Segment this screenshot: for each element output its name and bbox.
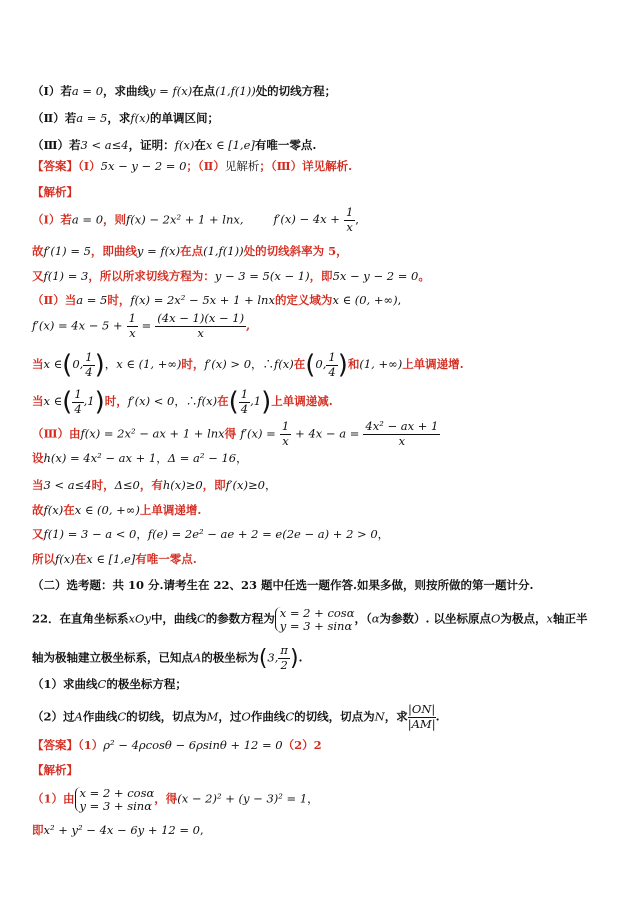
question-part-1: （Ⅰ）若a = 0，求曲线y = f(x)在点(1,f(1))处的切线方程； xyxy=(32,84,337,98)
analysis-heading: 【解析】 xyxy=(32,185,78,199)
solution-line-13: 所以f(x)在x ∈ [1,e]有唯一零点. xyxy=(32,552,197,566)
solution-line-1: （Ⅰ）若a = 0，则f(x) − 2x² + 1 + lnx, f′(x) − 4x + $\frac{1}{x}$ , xyxy=(32,205,359,234)
fraction: $\frac{1}{x}$ xyxy=(128,311,136,340)
problem-22-part-1: （1）求曲线C的极坐标方程； xyxy=(32,677,187,691)
answer-line: 【答案】（Ⅰ）5x − y − 2 = 0；（Ⅱ）见解析；（Ⅲ）详见解析. xyxy=(32,159,353,173)
solution-line-10: 当3 < a≤4时，Δ≤0，有h(x)≥0，即f′(x)≥0， xyxy=(32,478,277,492)
fraction: $\frac{\text{4x² − ax + 1}}{x}$ xyxy=(365,419,439,448)
problem-22-line-2: 轴为极轴建立极坐标系，已知点A的极坐标为(3, $\frac{\pi}{2}$ ). xyxy=(32,643,303,672)
fraction: $\frac{\pi}{2}$ xyxy=(280,643,288,672)
solution-line-9: 设h(x) = 4x² − ax + 1，Δ = a² − 16， xyxy=(32,451,248,465)
fraction: $\frac{1}{4}$ xyxy=(85,349,93,379)
question-part-2: （Ⅱ）若a = 5，求f(x)的单调区间； xyxy=(32,111,220,125)
ratio-fraction: $\frac{|ON|}{|AM|}$ xyxy=(407,702,436,731)
solution-22-line-1: （1）由 x = 2 + cosα y = 3 + sinα ，得(x − 2)² + (y − 3)² = 1， xyxy=(32,786,319,813)
solution-line-8: （Ⅲ）由f(x) = 2x² − ax + 1 + lnx得 f′(x) = $\frac{1}{x}$ + 4x − a = $\frac{\text{4x² − ax + 1}}{x}$ xyxy=(32,419,439,448)
fraction: $\frac{1}{4}$ xyxy=(328,349,336,379)
fraction: $\frac{(4x - 1)(x - 1)}{x}$ xyxy=(157,311,245,340)
answer-22-line: 【答案】（1）ρ² − 4ρcosθ − 6ρsinθ + 12 = 0（2）2 xyxy=(32,738,322,752)
section-header-elective: （二）选考题：共 10 分.请考生在 22、23 题中任选一题作答.如果多做，则按所做的第一题计分. xyxy=(32,578,534,592)
problem-22-line-1: 22．在直角坐标系xOy中，曲线C的参数方程为 x = 2 + cosα y = 3 + sinα ，（α为参数）. 以坐标原点O为极点，x轴正半 xyxy=(32,606,588,633)
solution-line-11: 故f(x)在x ∈ (0, +∞)上单调递增. xyxy=(32,503,202,517)
solution-line-6: 当x ∈(0, $\frac{1}{4}$ )，x ∈ (1, +∞)时，f′(x) > 0，∴f(x)在(0, $\frac{1}{4}$ )和(1, +∞)上单调递增. xyxy=(32,349,464,380)
equation-system: x = 2 + cosα y = 3 + sinα xyxy=(275,607,355,632)
solution-line-12: 又f(1) = 3 − a < 0，f(e) = 2e² − ae + 2 = e(2e − a) + 2 > 0， xyxy=(32,527,390,541)
solution-line-3: 又f(1) = 3，所以所求切线方程为：y − 3 = 5(x − 1)，即5x − y − 2 = 0。 xyxy=(32,269,430,283)
solution-line-5: f′(x) = 4x − 5 + $\frac{1}{x}$ = $\frac{(4x - 1)(x - 1)}{x}$ , xyxy=(32,311,251,340)
solution-line-2: 故f′(1) = 5，即曲线y = f(x)在点(1,f(1))处的切线斜率为 5， xyxy=(32,244,348,258)
analysis-22-heading: 【解析】 xyxy=(32,763,78,777)
fraction: $\frac{1}{4}$ xyxy=(74,386,82,416)
fraction: $\frac{1}{x}$ xyxy=(345,205,354,234)
solution-line-7: 当x ∈( $\frac{1}{4}$ ,1)时，f′(x) < 0，∴f(x)在( $\frac{1}{4}$ ,1)上单调递减. xyxy=(32,386,333,417)
question-part-3: （Ⅲ）若3 < a≤4，证明：f(x)在x ∈ [1,e]有唯一零点. xyxy=(32,138,317,152)
fraction: $\frac{1}{x}$ xyxy=(281,419,290,448)
solution-22-line-2: 即x² + y² − 4x − 6y + 12 = 0, xyxy=(32,823,204,837)
fraction: $\frac{1}{4}$ xyxy=(240,386,249,416)
solution-line-4: （Ⅱ）当a = 5时，f(x) = 2x² − 5x + 1 + lnx的定义域为x ∈ (0, +∞), xyxy=(32,293,402,307)
problem-22-part-2: （2）过A作曲线C的切线，切点为M，过O作曲线C的切线，切点为N，求 $\frac{|ON|}{|AM|}$ . xyxy=(32,702,440,731)
equation-system: x = 2 + cosα y = 3 + sinα xyxy=(75,787,155,812)
